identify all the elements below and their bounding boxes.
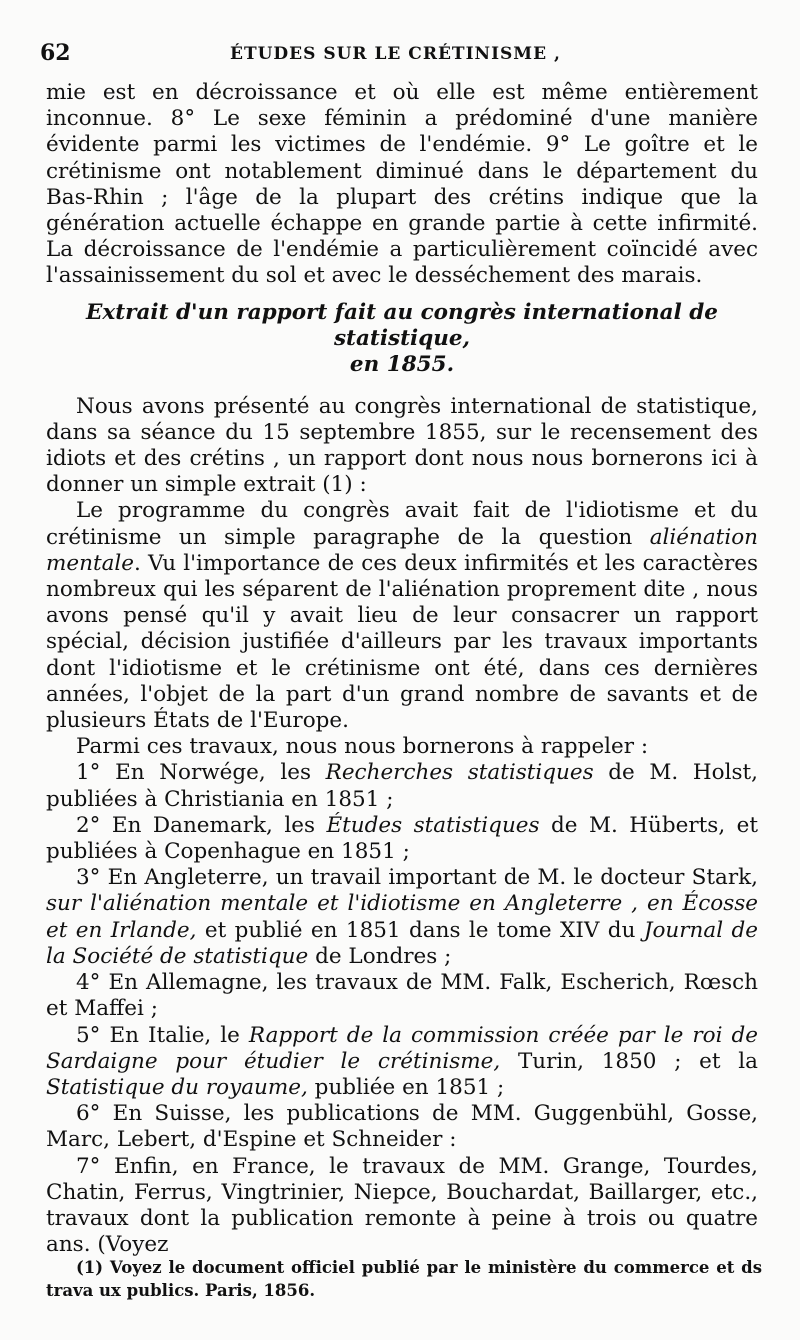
list-item-italy-b: Turin, 1850 ; et la: [500, 1048, 758, 1074]
paragraph-intro: Nous avons présenté au congrès international de statistique, dans sa séance du 15 septembre 1855, sur le recensement des idiots et des crétins , un rapport dont nous nous bornerons ici à donner un simple extrait (1) :: [46, 393, 758, 498]
list-item-germany: 4° En Allemagne, les travaux de MM. Falk, Escherich, Rœsch et Maffei ;: [46, 970, 758, 1022]
list-item-italy-title: Rapport de la commission créée par le roi de Sardaigne pour étudier le crétinisme,: [46, 1022, 758, 1074]
section-heading-line1: Extrait d'un rapport fait au congrès international de statistique,: [86, 299, 718, 351]
list-item-italy: [46, 1023, 758, 1102]
section-heading-prefix: en: [349, 351, 380, 377]
list-item-denmark-title: Études statistiques: [326, 812, 540, 838]
list-item-italy-c: publiée en 1851 ;: [307, 1074, 505, 1100]
paragraph-program: [46, 498, 758, 734]
list-item-england-c: de Londres ;: [308, 943, 452, 969]
list-item-france: 7° Enfin, en France, le travaux de MM. Grange, Tourdes, Chatin, Ferrus, Vingtrinier, Niepce, Bouchardat, Baillarger, etc., travaux dont la publication remonte à peine à trois ou quatre ans. (Voyez: [46, 1153, 758, 1258]
list-item-england: [46, 865, 758, 970]
list-item-denmark-b: de M. Hüberts, et publiées à Copenhague en 1851 ;: [46, 812, 758, 865]
list-item-england-b: et publié en 1851 dans le tome XIV du: [196, 917, 644, 943]
body-text: [46, 80, 758, 1258]
section-heading: [46, 300, 758, 378]
section-heading-year: 1855.: [386, 351, 455, 377]
list-item-england-a: 3° En Angleterre, un travail important de M. le docteur Stark,: [76, 865, 758, 891]
paragraph-program-part-a: Le programme du congrès avait fait de l'idiotisme et du crétinisme un simple paragraphe de la question: [46, 498, 758, 550]
footnote: [46, 1256, 762, 1302]
page-header: [40, 40, 760, 72]
paragraph-program-emphasis: aliénation mentale: [46, 524, 758, 576]
list-item-norway: [46, 760, 758, 812]
list-item-italy-a: 5° En Italie, le: [76, 1022, 249, 1048]
list-item-england-journal: Journal de la Société de statistique: [46, 917, 758, 969]
list-item-denmark-a: 2° En Danemark, les: [76, 812, 327, 838]
footnote-text: (1) Voyez le document officiel publié par le ministère du commerce et ds trava ux publics. Paris, 1856.: [46, 1258, 762, 1300]
running-title: ÉTUDES SUR LE CRÉTINISME ,: [230, 44, 561, 64]
paragraph-list-intro: Parmi ces travaux, nous nous bornerons à rappeler :: [76, 734, 649, 760]
list-item-norway-title: Recherches statistiques: [325, 760, 594, 786]
list-item-denmark: [46, 813, 758, 865]
page-number: 62: [40, 40, 71, 66]
list-item-italy-statistique: Statistique du royaume,: [46, 1074, 308, 1100]
paragraph-continuation: mie est en décroissance et où elle est même entièrement inconnue. 8° Le sexe féminin a prédominé d'une manière évidente parmi les victimes de l'endémie. 9° Le goître et le crétinisme ont notablement diminué dans le département du Bas-Rhin ; l'âge de la plupart des crétins indique que la génération actuelle échappe en grande partie à cette infirmité. La décroissance de l'endémie a particulièrement coïncidé avec l'assainissement du sol et avec le desséchement des marais.: [46, 80, 758, 289]
paragraph-program-part-b: . Vu l'importance de ces deux infirmités et les caractères nombreux qui les séparent de l'aliénation proprement dite , nous avons pensé qu'il y avait lieu de leur consacrer un rapport spécial, décision justifiée d'ailleurs par les travaux importants dont l'idiotisme et le crétinisme ont été, dans ces dernières années, l'objet de la part d'un grand nombre de savants et de plusieurs États de l'Europe.: [46, 550, 758, 734]
list-item-norway-b: de M. Holst, publiées à Christiania en 1851 ;: [46, 760, 758, 812]
list-item-switzerland: 6° En Suisse, les publications de MM. Guggenbühl, Gosse, Marc, Lebert, d'Espine et Schneider :: [46, 1101, 758, 1153]
list-item-norway-a: 1° En Norwége, les: [76, 760, 326, 786]
list-item-england-title: sur l'aliénation mentale et l'idiotisme en Angleterre , en Écosse et en Irlande,: [46, 891, 758, 943]
